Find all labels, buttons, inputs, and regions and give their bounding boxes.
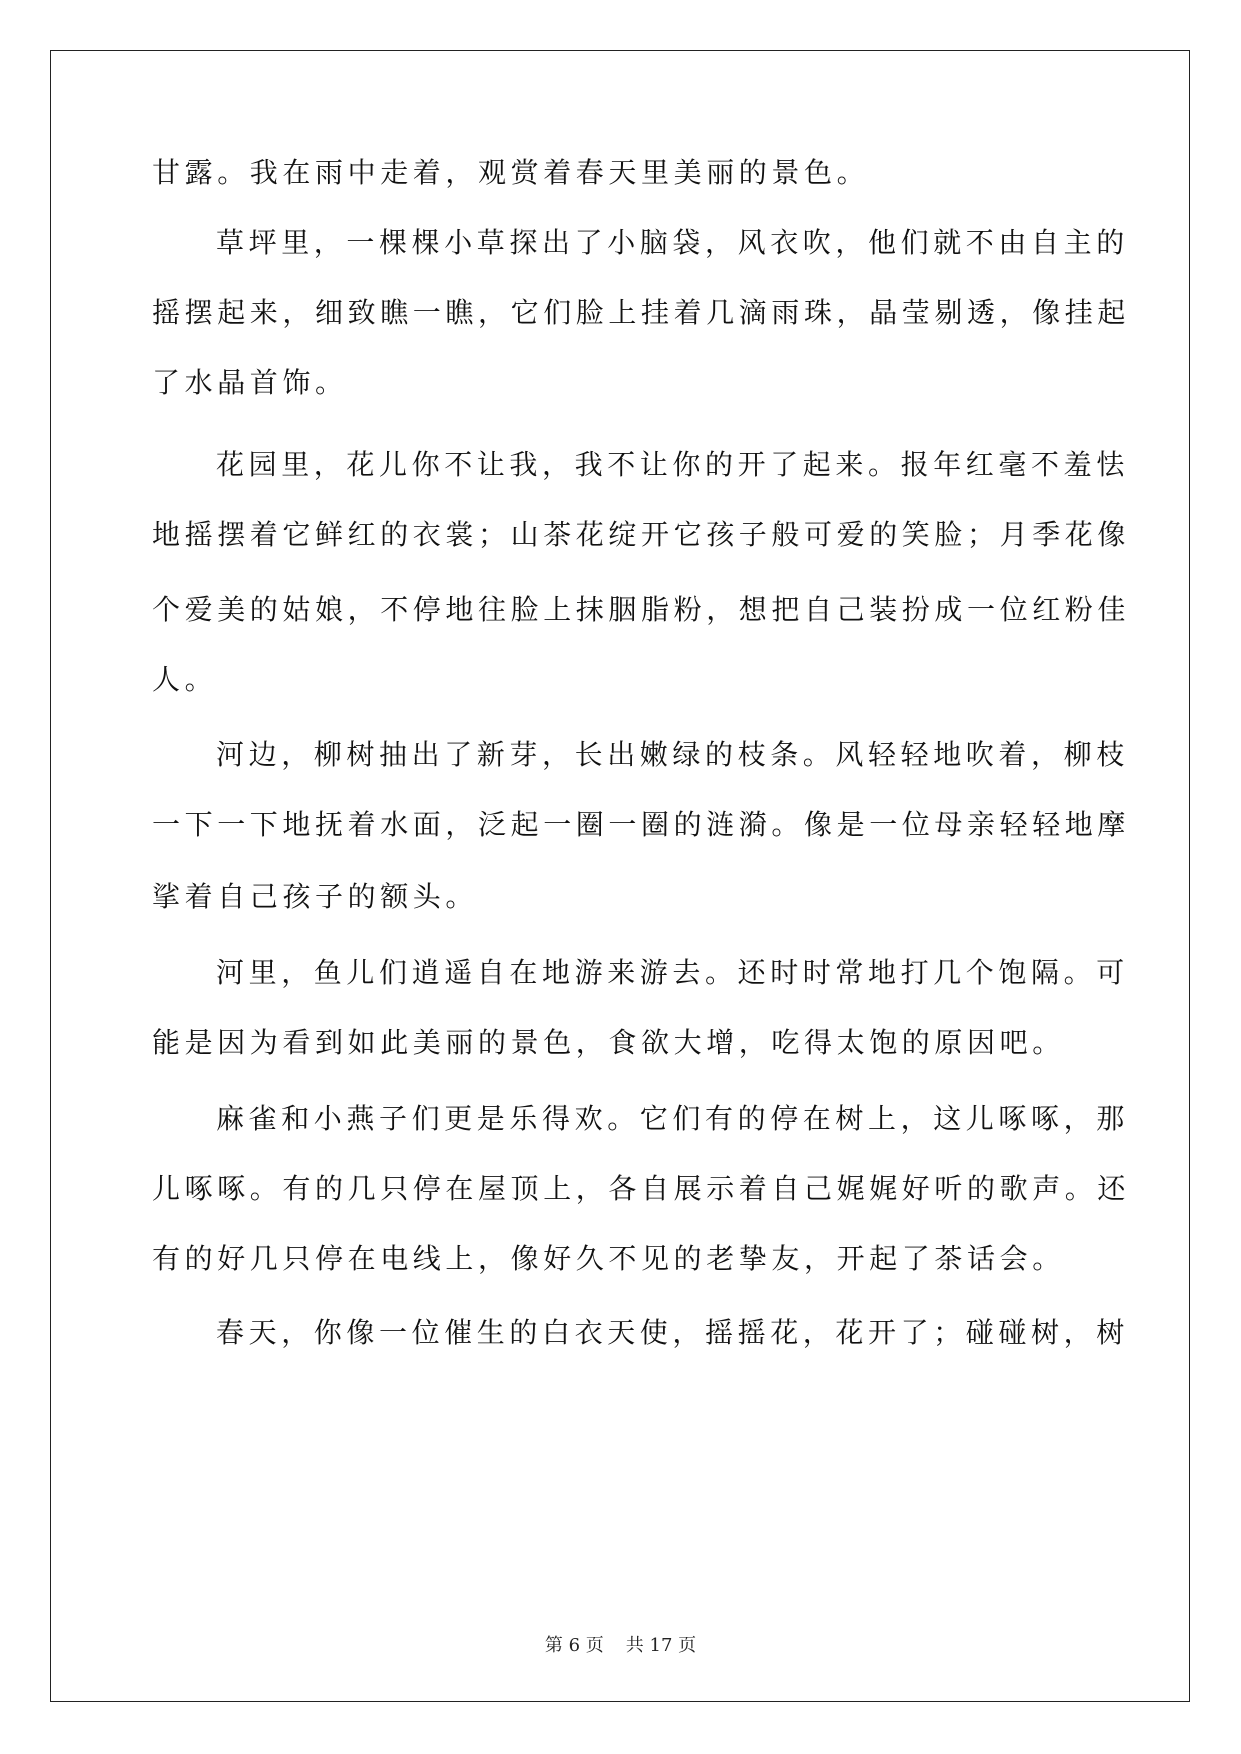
text-line: 了水晶首饰。 bbox=[152, 366, 348, 399]
text-line: 挲着自己孩子的额头。 bbox=[152, 880, 479, 913]
paragraph-first-line: 河里，鱼儿们逍遥自在地游来游去。还时时常地打几个饱隔。可 bbox=[216, 956, 1129, 989]
text-line: 甘露。我在雨中走着，观赏着春天里美丽的景色。 bbox=[152, 156, 870, 189]
text-line: 儿啄啄。有的几只停在屋顶上，各自展示着自己娓娓好听的歌声。还 bbox=[152, 1172, 1131, 1205]
text-line: 地摇摆着它鲜红的衣裳；山茶花绽开它孩子般可爱的笑脸；月季花像 bbox=[152, 518, 1131, 551]
paragraph-first-line: 花园里，花儿你不让我，我不让你的开了起来。报年红毫不羞怯 bbox=[216, 448, 1129, 481]
paragraph-first-line: 河边，柳树抽出了新芽，长出嫩绿的枝条。风轻轻地吹着，柳枝 bbox=[216, 738, 1129, 771]
text-line: 个爱美的姑娘，不停地往脸上抹胭脂粉，想把自己装扮成一位红粉佳 bbox=[152, 593, 1131, 626]
page-number: 第 6 页 bbox=[544, 1635, 604, 1656]
paragraph-first-line: 麻雀和小燕子们更是乐得欢。它们有的停在树上，这儿啄啄，那 bbox=[216, 1102, 1129, 1135]
page-total: 共 17 页 bbox=[625, 1635, 697, 1656]
text-line: 有的好几只停在电线上，像好久不见的老挚友，开起了茶话会。 bbox=[152, 1242, 1065, 1275]
text-line: 能是因为看到如此美丽的景色，食欲大增，吃得太饱的原因吧。 bbox=[152, 1026, 1065, 1059]
paragraph-first-line: 草坪里，一棵棵小草探出了小脑袋，风衣吹，他们就不由自主的 bbox=[216, 226, 1129, 259]
text-line: 摇摆起来，细致瞧一瞧，它们脸上挂着几滴雨珠，晶莹剔透，像挂起 bbox=[152, 296, 1131, 329]
paragraph-first-line: 春天，你像一位催生的白衣天使，摇摇花，花开了；碰碰树，树 bbox=[216, 1316, 1129, 1349]
text-line: 人。 bbox=[152, 663, 218, 696]
page-footer bbox=[0, 1634, 1241, 1658]
text-line: 一下一下地抚着水面，泛起一圈一圈的涟漪。像是一位母亲轻轻地摩 bbox=[152, 808, 1131, 841]
